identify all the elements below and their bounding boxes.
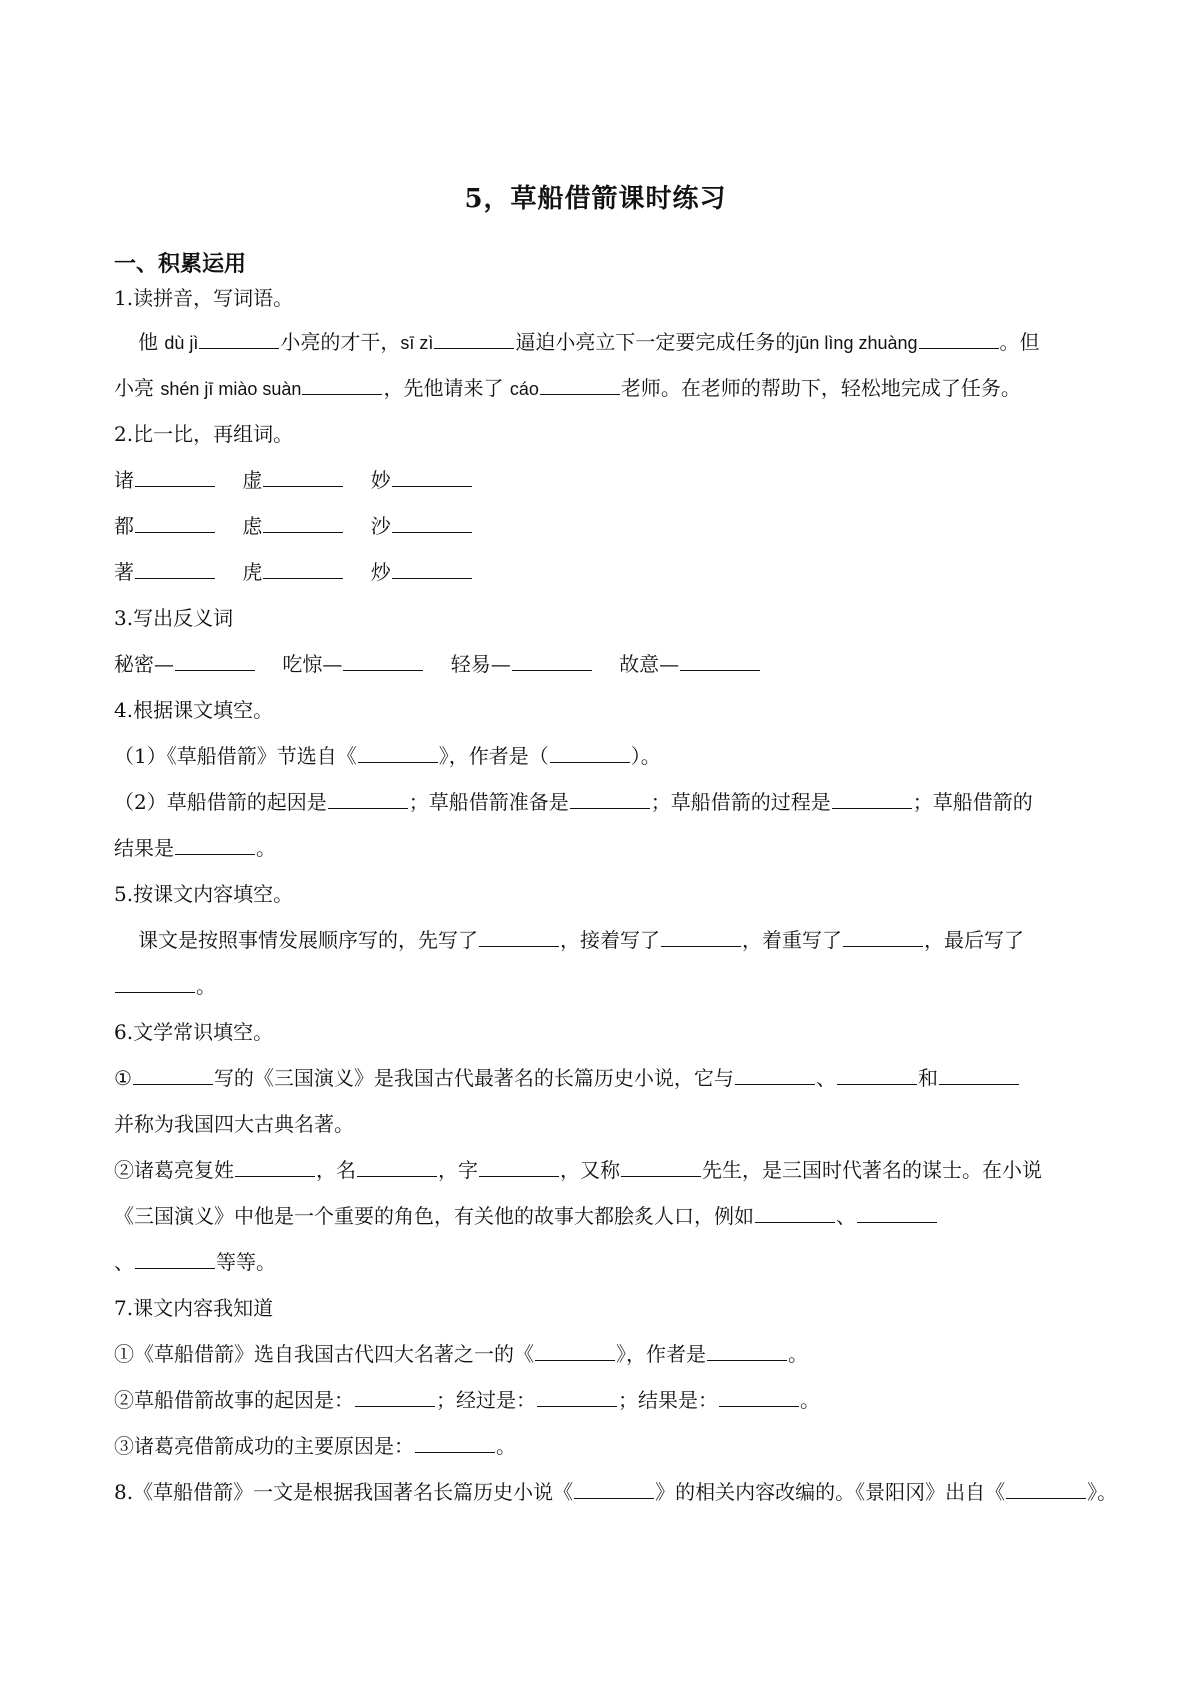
answer-blank[interactable] [621,1156,701,1177]
text: ，接着写了 [560,928,660,952]
text: ）。 [630,744,661,768]
circled-number: ① [114,1066,132,1090]
answer-blank[interactable] [919,328,999,349]
text: ②诸葛亮复姓 [114,1158,234,1182]
answer-blank[interactable] [512,650,592,671]
answer-blank[interactable] [857,1202,937,1223]
answer-blank[interactable] [135,1248,215,1269]
text: ，又称 [560,1158,620,1182]
answer-blank[interactable] [302,374,382,395]
pinyin: cáo [509,379,539,399]
question-5-line-1 [138,926,1024,954]
question-1-line-1 [138,328,1040,357]
text: 老师。在老师的帮助下，轻松地完成了任务。 [620,376,1021,400]
text: 他 [138,330,158,354]
question-4-part-2 [114,788,1033,816]
text: 逼迫小亮立下一定要完成任务的 [515,330,796,354]
question-4-label: 4.根据课文填空。 [114,698,274,722]
text: ①《草船借箭》选自我国古代四大名著之一的《 [114,1342,534,1366]
text: 和 [917,1066,938,1090]
pinyin: dù jì [164,333,199,353]
question-5-label: 5.按课文内容填空。 [114,882,294,906]
answer-blank[interactable] [837,1064,917,1085]
text: ，先他请来了 [383,376,504,400]
answer-blank[interactable] [392,466,472,487]
text: 》，作者是（ [438,744,549,768]
pinyin: shén jī miào suàn [160,379,302,399]
answer-blank[interactable] [680,650,760,671]
question-6-item-1-cont: 并称为我国四大古典名著。 [114,1112,354,1136]
text: 8.《草船借箭》一文是根据我国著名长篇历史小说《 [114,1480,574,1504]
question-1-label: 1.读拼音，写词语。 [114,286,294,310]
char: 虑 [242,514,263,538]
answer-blank[interactable] [843,926,923,947]
text: ；草船借箭的 [912,790,1033,814]
answer-blank[interactable] [263,558,343,579]
answer-blank[interactable] [392,558,472,579]
answer-blank[interactable] [355,1386,435,1407]
question-6-item-2 [114,1156,1042,1184]
compare-row-2 [114,512,473,540]
text: 等等。 [216,1250,276,1274]
question-7-item-2 [114,1386,820,1414]
text: 先生，是三国时代著名的谋士。在小说 [702,1158,1042,1182]
text: 。 [788,1342,808,1366]
answer-blank[interactable] [735,1064,815,1085]
question-6-item-2-cont [114,1202,938,1230]
answer-blank[interactable] [535,1340,615,1361]
answer-blank[interactable] [832,788,912,809]
compare-row-3 [114,558,473,586]
char: 沙 [370,514,391,538]
answer-blank[interactable] [135,558,215,579]
char: 妙 [370,468,391,492]
answer-blank[interactable] [358,742,438,763]
answer-blank[interactable] [661,926,741,947]
pinyin: jūn lìng zhuàng [795,333,918,353]
text: 》，作者是 [616,1342,706,1366]
answer-blank[interactable] [540,374,620,395]
text: 小亮 [114,376,154,400]
answer-blank[interactable] [343,650,423,671]
text: ；草船借箭准备是 [408,790,569,814]
question-3-label: 3.写出反义词 [114,606,234,630]
answer-blank[interactable] [133,1064,213,1085]
text: ，最后写了 [924,928,1024,952]
question-2-label: 2.比一比，再组词。 [114,422,294,446]
word: 吃惊— [282,652,343,676]
answer-blank[interactable] [939,1064,1019,1085]
text: ；经过是： [436,1388,536,1412]
answer-blank[interactable] [415,1432,495,1453]
answer-blank[interactable] [719,1386,799,1407]
answer-blank[interactable] [479,1156,559,1177]
question-4-part-1 [114,742,661,770]
word: 故意— [619,652,680,676]
question-7-label: 7.课文内容我知道 [114,1296,274,1320]
answer-blank[interactable] [755,1202,835,1223]
text: ③诸葛亮借箭成功的主要原因是： [114,1434,414,1458]
word: 轻易— [450,652,511,676]
char: 著 [114,560,134,584]
pinyin: sī zì [400,333,434,353]
text: ，名 [316,1158,356,1182]
question-1-line-2 [114,374,1021,403]
text: 。但 [999,330,1040,354]
answer-blank[interactable] [550,742,630,763]
answer-blank[interactable] [135,466,215,487]
answer-blank[interactable] [707,1340,787,1361]
text: 结果是 [114,836,174,860]
text: 。 [496,1434,516,1458]
text: 小亮的才干， [280,330,401,354]
question-6-label: 6.文学常识填空。 [114,1020,274,1044]
question-6-item-1 [114,1064,1020,1092]
text: ，着重写了 [742,928,842,952]
text: 》。 [1087,1480,1118,1504]
page-title: 5，草船借箭课时练习 [464,184,727,214]
text: 。 [196,974,216,998]
char: 炒 [370,560,391,584]
answer-blank[interactable] [537,1386,617,1407]
antonym-row [114,650,761,678]
answer-blank[interactable] [135,512,215,533]
char: 虎 [242,560,263,584]
char: 都 [114,514,134,538]
text: 。 [256,836,276,860]
answer-blank[interactable] [175,650,255,671]
char: 诸 [114,468,134,492]
text: （2）草船借箭的起因是 [114,790,327,814]
text: ；草船借箭的过程是 [650,790,831,814]
answer-blank[interactable] [328,788,408,809]
char: 虚 [242,468,263,492]
text: ②草船借箭故事的起因是： [114,1388,354,1412]
text: 。 [800,1388,820,1412]
answer-blank[interactable] [263,466,343,487]
question-8 [114,1478,1117,1506]
word: 秘密— [114,652,174,676]
answer-blank[interactable] [479,926,559,947]
answer-blank[interactable] [434,328,514,349]
question-7-item-1 [114,1340,808,1368]
answer-blank[interactable] [1006,1478,1086,1499]
text: 、 [815,1066,836,1090]
answer-blank[interactable] [235,1156,315,1177]
text: 课文是按照事情发展顺序写的，先写了 [138,928,478,952]
section-heading: 一、积累运用 [114,251,247,277]
answer-blank[interactable] [574,1478,654,1499]
answer-blank[interactable] [570,788,650,809]
question-5-line-2 [114,972,216,1000]
question-6-item-2-end [114,1248,276,1276]
question-4-part-2-cont [114,834,276,862]
text: 、 [836,1204,856,1228]
answer-blank[interactable] [357,1156,437,1177]
text: ；结果是： [618,1388,718,1412]
question-7-item-3 [114,1432,516,1460]
answer-blank[interactable] [392,512,472,533]
text: （1）《草船借箭》节选自《 [114,744,357,768]
answer-blank[interactable] [263,512,343,533]
answer-blank[interactable] [175,834,255,855]
text: 、 [114,1250,134,1274]
text: 》的相关内容改编的。《景阳冈》出自《 [655,1480,1006,1504]
text: 《三国演义》中他是一个重要的角色，有关他的故事大都脍炙人口，例如 [114,1204,754,1228]
answer-blank[interactable] [115,972,195,993]
text: 写的《三国演义》是我国古代最著名的长篇历史小说，它与 [213,1066,734,1090]
compare-row-1 [114,466,473,494]
text: ，字 [438,1158,478,1182]
answer-blank[interactable] [199,328,279,349]
